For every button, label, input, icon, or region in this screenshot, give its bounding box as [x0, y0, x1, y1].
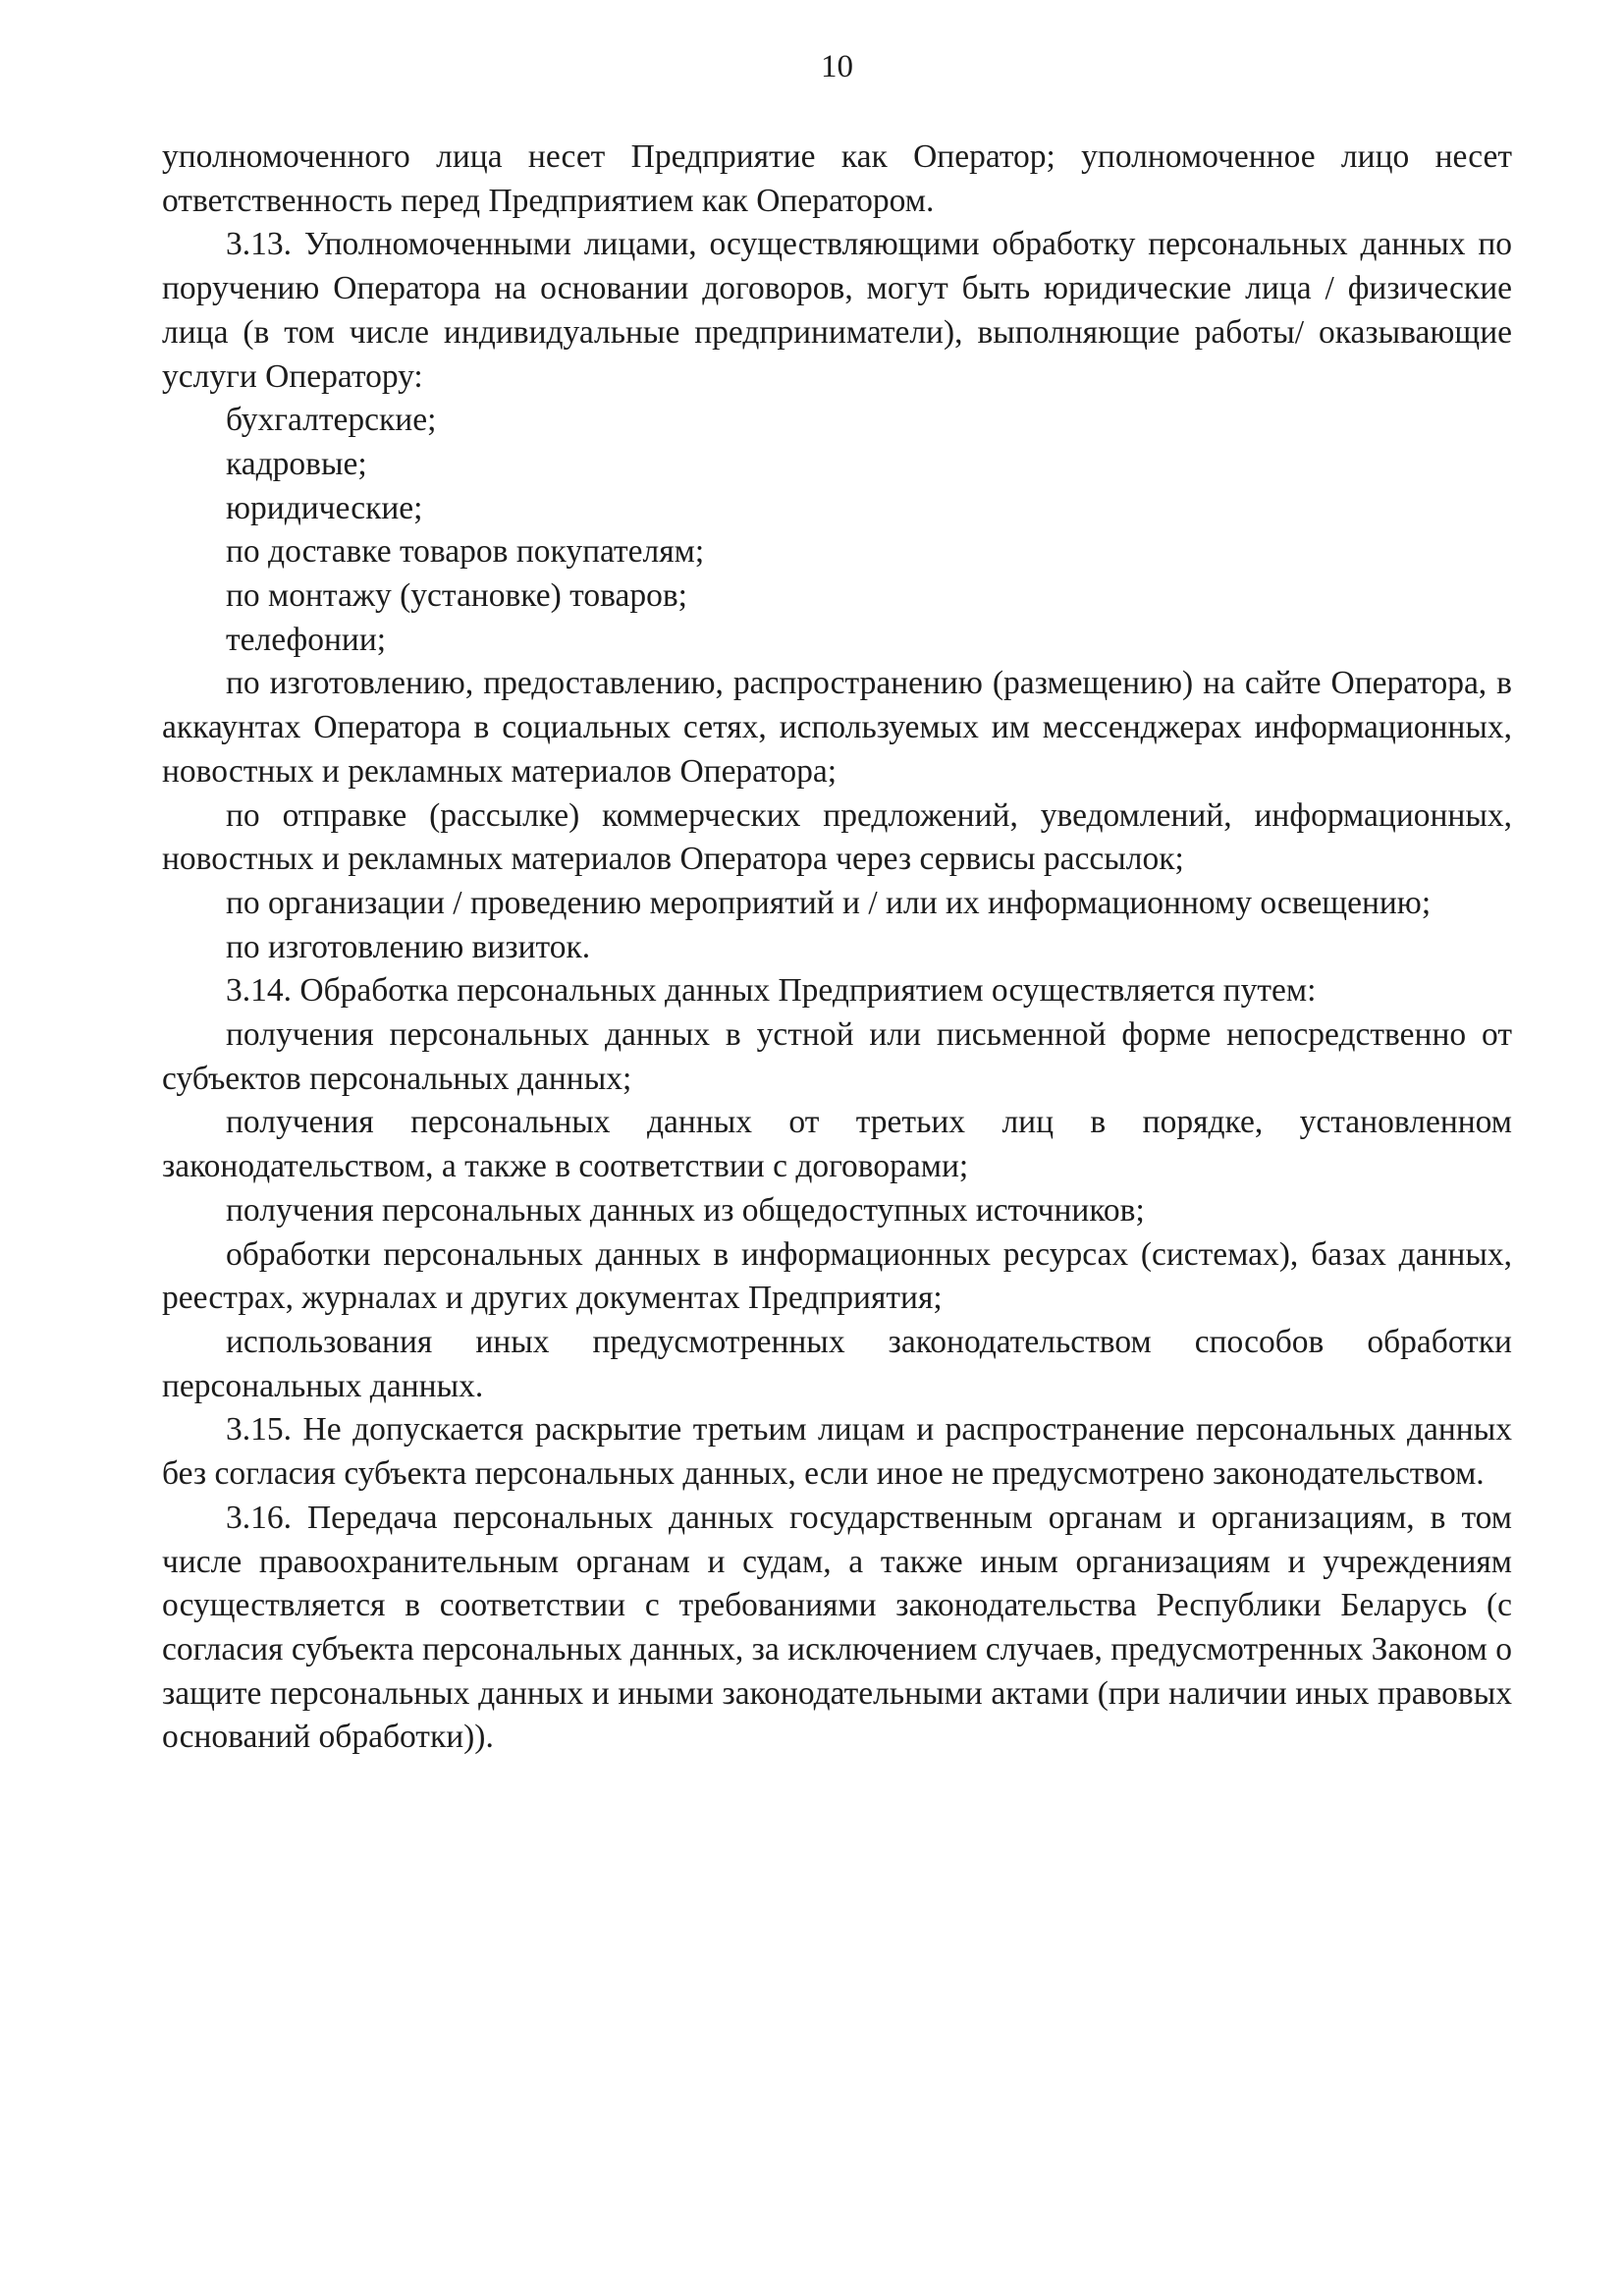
- page-number: 10: [821, 49, 853, 84]
- paragraph: бухгалтерские;: [226, 402, 437, 439]
- paragraph: кадровые;: [226, 445, 367, 482]
- paragraph: 3.13. Уполномоченными лицами, осуществляющими обработку персональных данных по поручению Оператора на основании договоров, могут быть юридические лица / физические лица (в том числе индивидуальные предприниматели), выполняющие работы/ оказывающие услуги Оператору:: [162, 226, 1512, 395]
- paragraph: по организации / проведению мероприятий и / или их информационному освещению;: [226, 884, 1432, 921]
- paragraph: 3.15. Не допускается раскрытие третьим лицам и распространение персональных данных без согласия субъекта персональных данных, если иное не предусмотрено законодательством.: [162, 1411, 1512, 1493]
- paragraph: уполномоченного лица несет Предприятие как Оператор; уполномоченное лицо несет ответственность перед Предприятием как Оператором.: [162, 138, 1512, 219]
- paragraph: по отправке (рассылке) коммерческих предложений, уведомлений, информационных, новостных и рекламных материалов Оператора через сервисы рассылок;: [162, 796, 1512, 878]
- paragraph: использования иных предусмотренных законодательством способов обработки персональных данных.: [162, 1323, 1512, 1404]
- document-body: [162, 136, 1512, 1760]
- paragraph: по изготовлению, предоставлению, распространению (размещению) на сайте Оператора, в аккаунтах Оператора в социальных сетях, используемых им мессенджерах информационных, новостных и рекламных материалов Оператора;: [162, 665, 1512, 790]
- paragraph: телефонии;: [226, 621, 387, 658]
- paragraph: получения персональных данных из общедоступных источников;: [226, 1191, 1145, 1229]
- paragraph: по монтажу (установке) товаров;: [226, 577, 687, 615]
- paragraph: юридические;: [226, 489, 423, 526]
- paragraph: по изготовлению визиток.: [226, 928, 591, 965]
- paragraph: 3.14. Обработка персональных данных Предприятием осуществляется путем:: [226, 972, 1317, 1010]
- paragraph: получения персональных данных от третьих лиц в порядке, установленном законодательством, а также в соответствии с договорами;: [162, 1104, 1512, 1185]
- paragraph: обработки персональных данных в информационных ресурсах (системах), базах данных, реестрах, журналах и других документах Предприятия;: [162, 1235, 1512, 1317]
- paragraph: по доставке товаров покупателям;: [226, 533, 705, 571]
- paragraph: 3.16. Передача персональных данных государственным органам и организациям, в том числе правоохранительным органам и судам, а также иным организациям и учреждениям осуществляется в соответствии с требованиями законодательства Республики Беларусь (с согласия субъекта персональных данных, за исключением случаев, предусмотренных Законом о защите персональных данных и иными законодательными актами (при наличии иных правовых оснований обработки)).: [162, 1499, 1512, 1756]
- paragraph: получения персональных данных в устной или письменной форме непосредственно от субъектов персональных данных;: [162, 1016, 1512, 1097]
